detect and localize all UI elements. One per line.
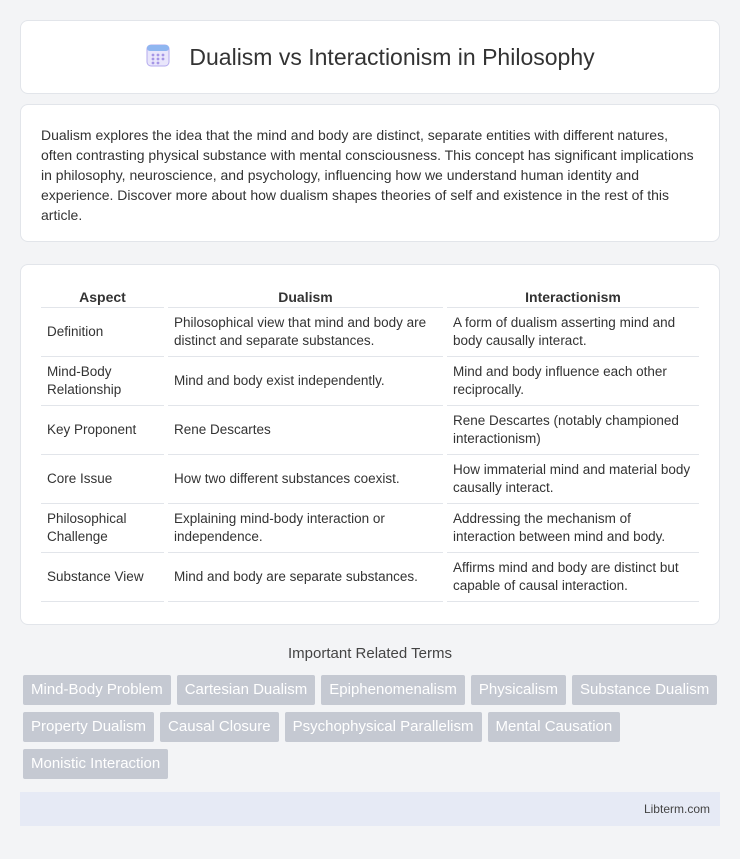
cell-dualism: Philosophical view that mind and body are distinct and separate substances. bbox=[168, 308, 443, 357]
table-row bbox=[41, 406, 699, 455]
footer-site-link[interactable]: Libterm.com bbox=[643, 802, 710, 816]
comparison-table bbox=[37, 285, 703, 602]
header-aspect: Aspect bbox=[41, 285, 164, 308]
table-row bbox=[41, 308, 699, 357]
cell-aspect: Mind-Body Relationship bbox=[41, 357, 164, 406]
tag-epiphenomenalism[interactable]: Epiphenomenalism bbox=[321, 675, 465, 705]
cell-aspect: Core Issue bbox=[41, 455, 164, 504]
cell-dualism: How two different substances coexist. bbox=[168, 455, 443, 504]
header-dualism: Dualism bbox=[168, 285, 443, 308]
tag-psychophysical-parallelism[interactable]: Psychophysical Parallelism bbox=[285, 712, 482, 742]
table-row bbox=[41, 455, 699, 504]
intro-section bbox=[20, 104, 720, 242]
cell-aspect: Definition bbox=[41, 308, 164, 357]
cell-interactionism: A form of dualism asserting mind and body causally interact. bbox=[447, 308, 699, 357]
comparison-table-card bbox=[20, 264, 720, 625]
calendar-icon bbox=[145, 42, 171, 73]
tag-mind-body-problem[interactable]: Mind-Body Problem bbox=[23, 675, 171, 705]
table-row bbox=[41, 504, 699, 553]
related-terms-tags bbox=[20, 675, 720, 779]
related-terms-section bbox=[20, 645, 720, 779]
cell-dualism: Explaining mind-body interaction or independence. bbox=[168, 504, 443, 553]
cell-interactionism: Affirms mind and body are distinct but capable of causal interaction. bbox=[447, 553, 699, 602]
cell-dualism: Mind and body exist independently. bbox=[168, 357, 443, 406]
cell-aspect: Substance View bbox=[41, 553, 164, 602]
cell-interactionism: Mind and body influence each other reciprocally. bbox=[447, 357, 699, 406]
tag-causal-closure[interactable]: Causal Closure bbox=[160, 712, 279, 742]
cell-aspect: Philosophical Challenge bbox=[41, 504, 164, 553]
page-title: Dualism vs Interactionism in Philosophy bbox=[189, 43, 595, 70]
table-row bbox=[41, 357, 699, 406]
page-footer bbox=[20, 792, 720, 826]
cell-dualism: Mind and body are separate substances. bbox=[168, 553, 443, 602]
page-header bbox=[20, 20, 720, 94]
tag-property-dualism[interactable]: Property Dualism bbox=[23, 712, 154, 742]
tag-monistic-interaction[interactable]: Monistic Interaction bbox=[23, 749, 168, 779]
tag-cartesian-dualism[interactable]: Cartesian Dualism bbox=[177, 675, 316, 705]
cell-interactionism: Rene Descartes (notably championed interactionism) bbox=[447, 406, 699, 455]
intro-text: Dualism explores the idea that the mind and body are distinct, separate entities with different natures, often contrasting physical substance with mental consciousness. This concept has significant implications in philosophy, neuroscience, and psychology, influencing how we understand human identity and experience. Discover more about how dualism shapes theories of self and existence in the rest of this article. bbox=[41, 127, 694, 223]
cell-interactionism: How immaterial mind and material body causally interact. bbox=[447, 455, 699, 504]
table-header-row bbox=[41, 285, 699, 308]
cell-dualism: Rene Descartes bbox=[168, 406, 443, 455]
tag-physicalism[interactable]: Physicalism bbox=[471, 675, 566, 705]
related-terms-title: Important Related Terms bbox=[288, 645, 452, 662]
table-row bbox=[41, 553, 699, 602]
cell-aspect: Key Proponent bbox=[41, 406, 164, 455]
header-interactionism: Interactionism bbox=[447, 285, 699, 308]
cell-interactionism: Addressing the mechanism of interaction between mind and body. bbox=[447, 504, 699, 553]
tag-substance-dualism[interactable]: Substance Dualism bbox=[572, 675, 717, 705]
tag-mental-causation[interactable]: Mental Causation bbox=[488, 712, 621, 742]
